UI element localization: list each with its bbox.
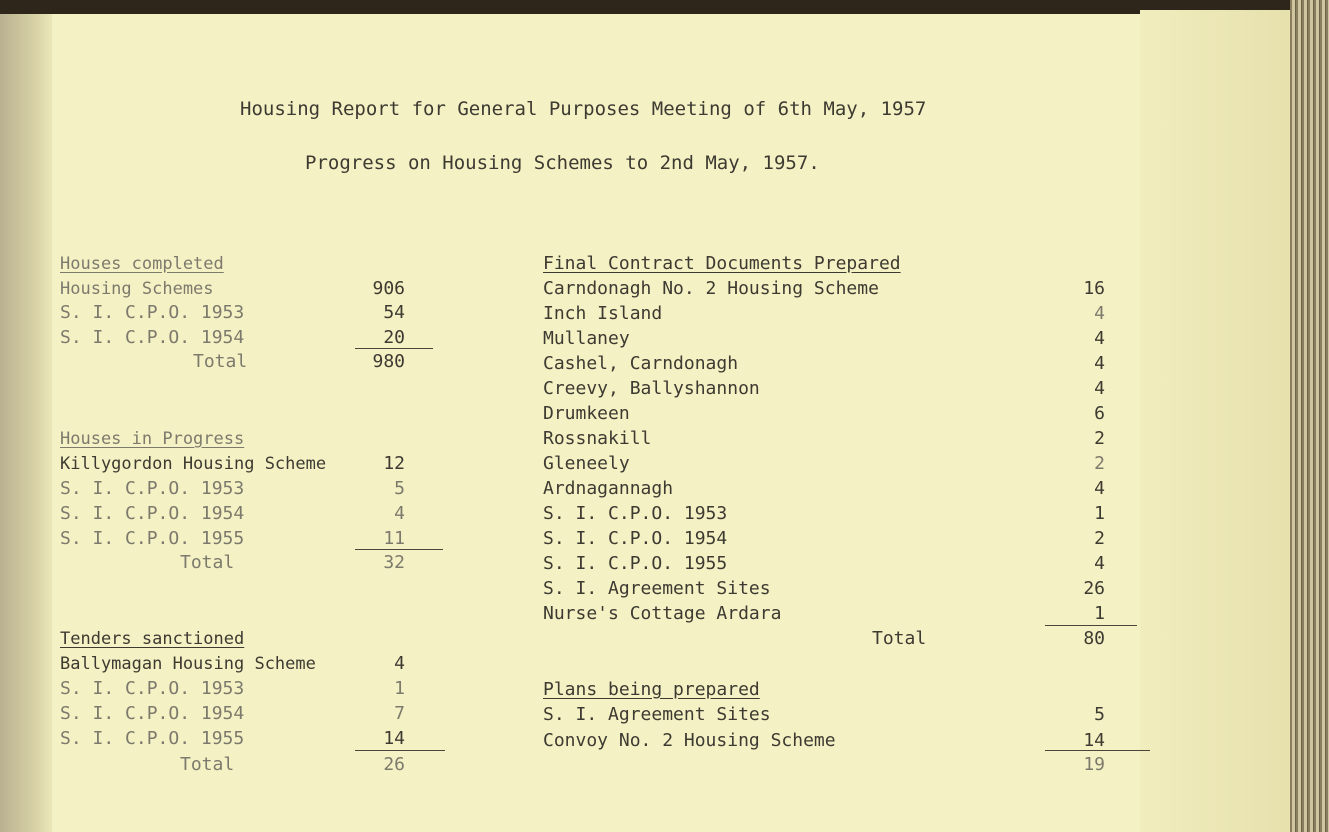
row-value: 16 — [1083, 278, 1105, 299]
total-rule — [355, 750, 445, 751]
row-value: 12 — [383, 453, 405, 474]
row-value: 5 — [1094, 704, 1105, 725]
row-label: Drumkeen — [543, 403, 630, 424]
total-label: Total — [180, 552, 235, 573]
row-label: S. I. C.P.O. 1955 — [543, 553, 728, 574]
total-value: 32 — [383, 552, 405, 573]
section-heading: Plans being prepared — [543, 679, 760, 700]
total-value: 980 — [372, 351, 405, 372]
row-label: Ardnagannagh — [543, 478, 674, 499]
section-heading: Houses in Progress — [60, 429, 245, 449]
row-value: 20 — [383, 327, 405, 348]
row-label: Convoy No. 2 Housing Scheme — [543, 730, 836, 751]
adjacent-page — [1140, 10, 1290, 832]
row-value: 906 — [372, 278, 405, 299]
row-label: Nurse's Cottage Ardara — [543, 603, 782, 624]
row-label: S. I. C.P.O. 1953 — [60, 678, 245, 699]
row-label: Creevy, Ballyshannon — [543, 378, 760, 399]
row-value: 4 — [1094, 303, 1105, 324]
row-label: S. I. C.P.O. 1954 — [60, 703, 245, 724]
row-value: 26 — [1083, 578, 1105, 599]
total-value: 26 — [383, 754, 405, 775]
total-rule — [355, 549, 443, 550]
row-value: 6 — [1094, 403, 1105, 424]
row-value: 4 — [1094, 553, 1105, 574]
section-heading: Final Contract Documents Prepared — [543, 253, 901, 274]
row-label: Inch Island — [543, 303, 663, 324]
row-label: S. I. C.P.O. 1954 — [543, 528, 728, 549]
row-value: 5 — [394, 478, 405, 499]
report-subtitle: Progress on Housing Schemes to 2nd May, 1957. — [305, 152, 820, 174]
total-label: Total — [180, 754, 235, 775]
page-edges — [1290, 0, 1329, 832]
row-value: 14 — [1083, 730, 1105, 751]
total-rule — [1045, 625, 1137, 626]
row-value: 14 — [383, 728, 405, 749]
row-value: 4 — [394, 503, 405, 524]
row-label: Ballymagan Housing Scheme — [60, 654, 316, 674]
total-rule — [355, 348, 433, 349]
row-label: Carndonagh No. 2 Housing Scheme — [543, 278, 879, 299]
row-value: 4 — [394, 653, 405, 674]
row-label: S. I. Agreement Sites — [543, 704, 771, 725]
section-heading: Houses completed — [60, 254, 224, 274]
row-label: S. I. Agreement Sites — [543, 578, 771, 599]
row-label: Rossnakill — [543, 428, 652, 449]
row-label: S. I. C.P.O. 1954 — [60, 327, 245, 348]
row-label: Housing Schemes — [60, 279, 214, 299]
total-value: 19 — [1083, 754, 1105, 775]
row-value: 2 — [1094, 528, 1105, 549]
row-label: Mullaney — [543, 328, 630, 349]
row-label: S. I. C.P.O. 1953 — [60, 302, 245, 323]
row-value: 4 — [1094, 353, 1105, 374]
row-value: 2 — [1094, 453, 1105, 474]
row-value: 4 — [1094, 328, 1105, 349]
book-top-edge — [0, 0, 1329, 14]
row-value: 7 — [394, 703, 405, 724]
row-value: 1 — [1094, 503, 1105, 524]
row-value: 2 — [1094, 428, 1105, 449]
row-label: Killygordon Housing Scheme — [60, 454, 327, 474]
row-label: S. I. C.P.O. 1953 — [543, 503, 728, 524]
total-label: Total — [193, 351, 248, 372]
row-value: 4 — [1094, 478, 1105, 499]
total-rule — [1045, 750, 1150, 751]
row-value: 1 — [394, 678, 405, 699]
row-label: S. I. C.P.O. 1955 — [60, 728, 245, 749]
row-label: Cashel, Carndonagh — [543, 353, 739, 374]
section-heading: Tenders sanctioned — [60, 629, 245, 649]
report-title: Housing Report for General Purposes Meeting of 6th May, 1957 — [240, 98, 927, 120]
row-label: S. I. C.P.O. 1955 — [60, 528, 245, 549]
row-label: S. I. C.P.O. 1954 — [60, 503, 245, 524]
row-value: 4 — [1094, 378, 1105, 399]
row-value: 1 — [1094, 603, 1105, 624]
row-value: 11 — [383, 528, 405, 549]
total-value: 80 — [1083, 628, 1105, 649]
row-label: S. I. C.P.O. 1953 — [60, 478, 245, 499]
row-label: Gleneely — [543, 453, 630, 474]
book-gutter — [0, 14, 52, 832]
total-label: Total — [872, 628, 927, 649]
row-value: 54 — [383, 302, 405, 323]
